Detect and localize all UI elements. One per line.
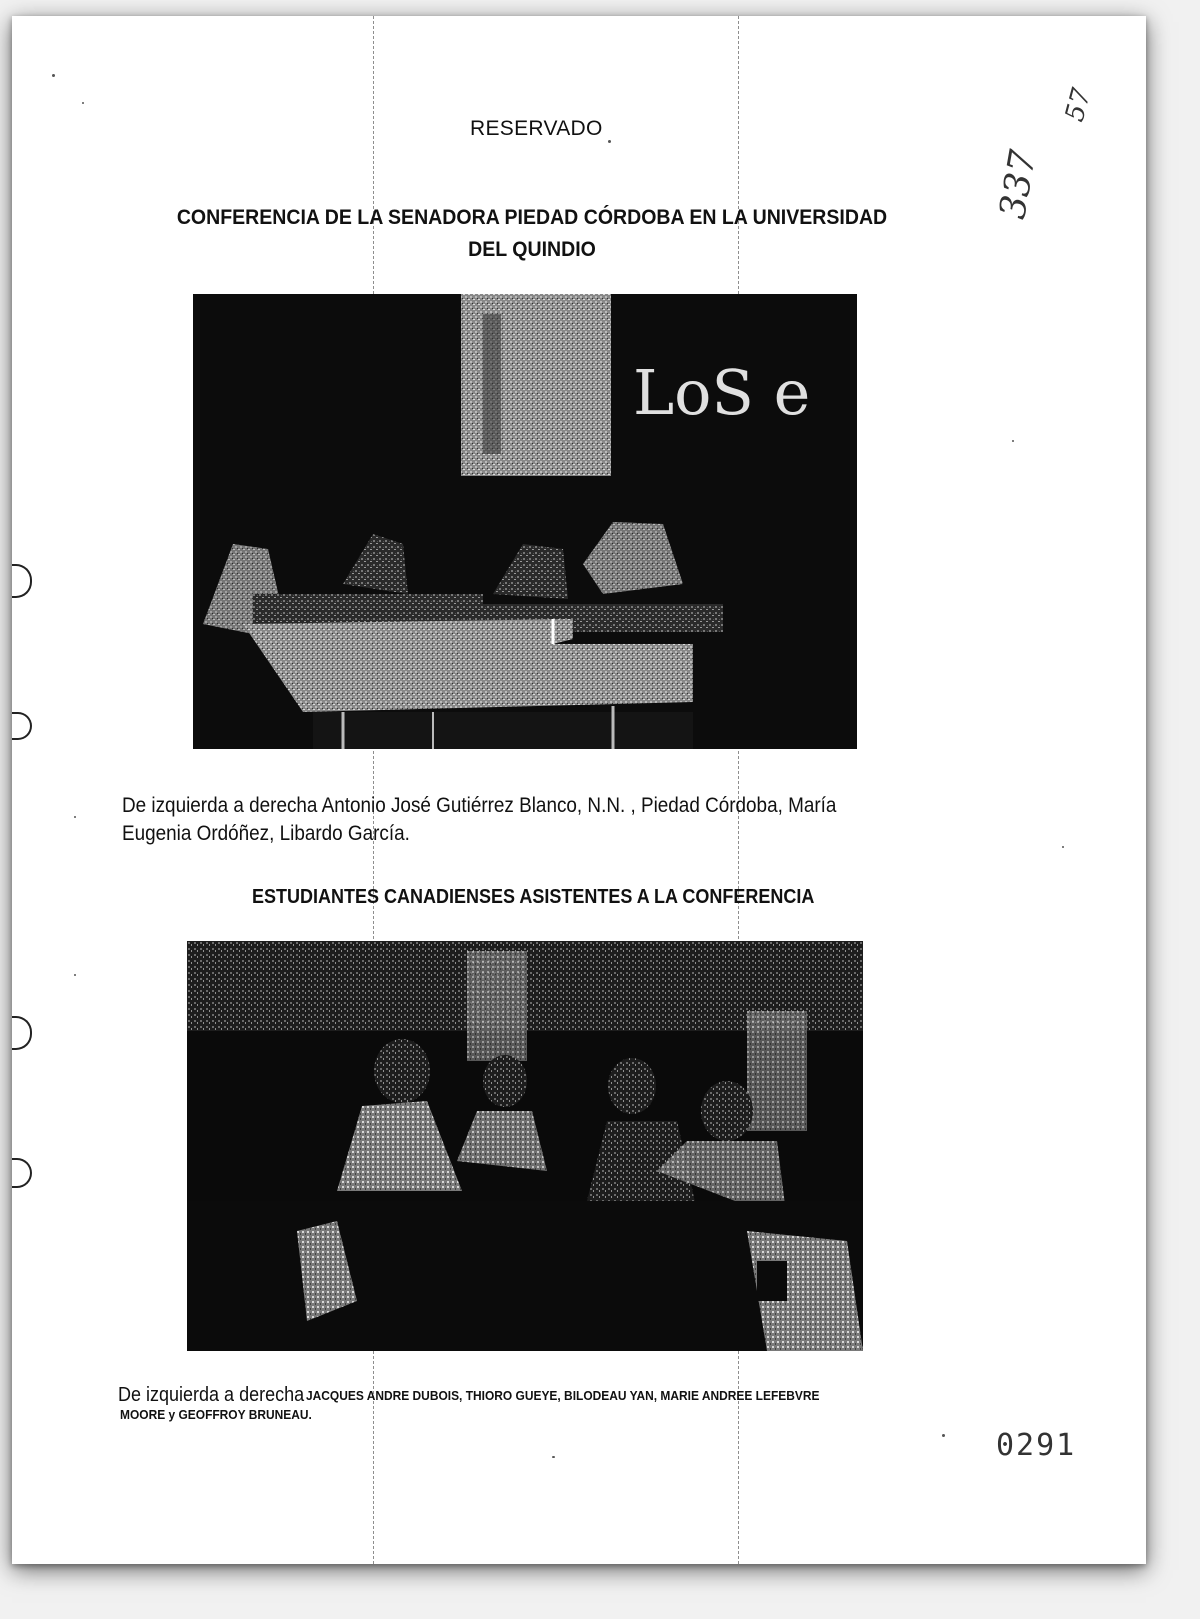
- document-page: [12, 16, 1146, 1564]
- handwritten-folio-mark: 57: [1059, 85, 1098, 125]
- banner-lettering: LoS e: [633, 356, 811, 429]
- section-heading: ESTUDIANTES CANADIENSES ASISTENTES A LA CONFERENCIA: [252, 886, 815, 908]
- scan-speck: [82, 102, 84, 104]
- students-photo: [187, 941, 863, 1351]
- document-title: CONFERENCIA DE LA SENADORA PIEDAD CÓRDOBA EN LA UNIVERSIDAD DEL QUINDIO: [176, 206, 888, 261]
- punch-hole: [12, 564, 32, 598]
- scan-speck: [74, 974, 76, 976]
- scan-speck: [1012, 440, 1014, 442]
- scan-speck: [1062, 846, 1064, 848]
- handwritten-folio-mark: 337: [992, 147, 1045, 222]
- scan-speck: [608, 140, 611, 143]
- scan-speck: [552, 1456, 555, 1458]
- photo2-caption-names: JACQUES ANDRE DUBOIS, THIORO GUEYE, BILODEAU YAN, MARIE ANDREE LEFEBVRE: [306, 1388, 820, 1403]
- punch-hole: [12, 1158, 32, 1188]
- conference-panel-photo: [193, 294, 857, 749]
- photo2-caption-lead: De izquierda a derecha: [118, 1384, 305, 1406]
- scan-speck: [942, 1434, 945, 1437]
- punch-hole: [12, 1016, 32, 1050]
- scan-speck: [74, 816, 76, 818]
- classification-label: RESERVADO: [470, 117, 603, 140]
- punch-hole: [12, 712, 32, 740]
- photo1-caption: De izquierda a derecha Antonio José Gutiérrez Blanco, N.N. , Piedad Córdoba, María Eugenia Ordóñez, Libardo García.: [122, 794, 837, 845]
- page-number: 0291: [996, 1428, 1077, 1463]
- scan-speck: [52, 74, 55, 77]
- photo2-caption-names-continued: MOORE y GEOFFROY BRUNEAU.: [120, 1407, 312, 1422]
